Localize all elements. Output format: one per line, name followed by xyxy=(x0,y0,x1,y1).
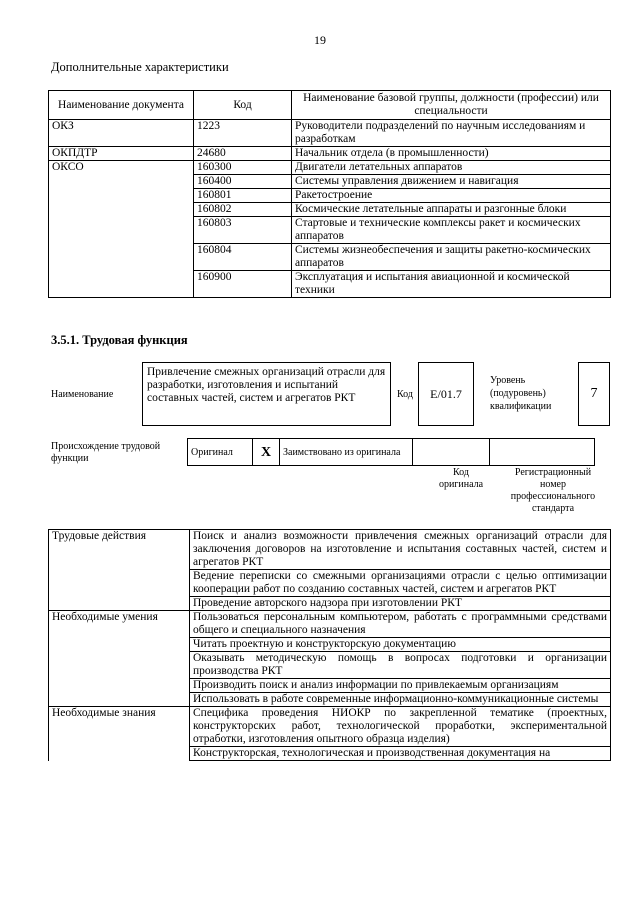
row-doc: ОКЗ xyxy=(49,120,194,147)
header-name: Наименование базовой группы, должности (профессии) или специальности xyxy=(292,91,611,120)
row-code: 160803 xyxy=(194,217,292,244)
original-mark: X xyxy=(253,439,280,466)
row-code: 160400 xyxy=(194,175,292,189)
page-number: 19 xyxy=(314,33,326,47)
row-code: 24680 xyxy=(194,147,292,161)
function-code-box: E/01.7 xyxy=(418,362,474,426)
category-cell-cont xyxy=(49,570,190,597)
item-cell: Использовать в работе современные информационно-коммуникационные системы xyxy=(190,693,611,707)
name-label: Наименование xyxy=(51,389,114,400)
row-name: Эксплуатация и испытания авиационной и космической техники xyxy=(292,271,611,298)
item-cell: Поиск и анализ возможности привлечения смежных организаций отрасли для заключения договоров на изготовление и испытания составных частей, систем и агрегатов РКТ xyxy=(190,530,611,570)
table-row xyxy=(49,747,611,761)
table-row xyxy=(49,693,611,707)
header-doc: Наименование документа xyxy=(49,91,194,120)
row-name: Космические летательные аппараты и разгонные блоки xyxy=(292,203,611,217)
table-row xyxy=(49,638,611,652)
row-name: Руководители подразделений по научным исследованиям и разработкам xyxy=(292,120,611,147)
category-cell: Трудовые действия xyxy=(49,530,190,570)
category-cell-cont xyxy=(49,652,190,679)
item-cell: Конструкторская, технологическая и производственная документация на xyxy=(190,747,611,761)
row-name: Начальник отдела (в промышленности) xyxy=(292,147,611,161)
table-row xyxy=(49,707,611,747)
category-cell-cont xyxy=(49,638,190,652)
function-heading: 3.5.1. Трудовая функция xyxy=(51,333,188,347)
item-cell: Специфика проведения НИОКР по закрепленной тематике (проектных, конструкторских работ, технологической проработки, экспериментальной отработки, изготовления опытного образца изделия) xyxy=(190,707,611,747)
item-cell: Оказывать методическую помощь в вопросах подготовки и организации производства РКТ xyxy=(190,652,611,679)
row-name: Системы управления движением и навигация xyxy=(292,175,611,189)
category-cell-cont xyxy=(49,679,190,693)
item-cell: Производить поиск и анализ информации по привлекаемым организациям xyxy=(190,679,611,693)
table-row xyxy=(49,530,611,570)
section-title: Дополнительные характеристики xyxy=(51,60,229,74)
category-cell: Необходимые знания xyxy=(49,707,190,747)
row-doc: ОКСО xyxy=(49,161,194,175)
level-box: 7 xyxy=(578,362,610,426)
row-code: 160804 xyxy=(194,244,292,271)
item-cell: Пользоваться персональным компьютером, работать с программными средствами общего и специального назначения xyxy=(190,611,611,638)
item-cell: Читать проектную и конструкторскую документацию xyxy=(190,638,611,652)
table-row xyxy=(49,679,611,693)
row-name: Ракетостроение xyxy=(292,189,611,203)
row-name: Двигатели летательных аппаратов xyxy=(292,161,611,175)
code-label: Код xyxy=(397,389,413,400)
row-name: Стартовые и технические комплексы ракет и космических аппаратов xyxy=(292,217,611,244)
level-label: Уровень (подуровень) квалификации xyxy=(490,375,552,412)
row-code: 160801 xyxy=(194,189,292,203)
registration-caption: Регистрационный номер профессионального стандарта xyxy=(510,467,596,514)
borrowed-cell: Заимствовано из оригинала xyxy=(280,439,413,466)
row-code: 160900 xyxy=(194,271,292,298)
activities-table xyxy=(48,529,611,761)
row-code: 160300 xyxy=(194,161,292,175)
row-code: 160802 xyxy=(194,203,292,217)
table-row xyxy=(49,652,611,679)
category-cell-cont xyxy=(49,597,190,611)
origin-label: Происхождение трудовой функции xyxy=(51,441,161,464)
code-caption: Код оригинала xyxy=(438,467,484,490)
original-cell: Оригинал xyxy=(188,439,253,466)
table-row xyxy=(49,611,611,638)
category-cell-cont xyxy=(49,747,190,761)
item-cell: Проведение авторского надзора при изготовлении РКТ xyxy=(190,597,611,611)
item-cell: Ведение переписки со смежными организациями отрасли с целью оптимизации кооперации работ по созданию составных частей, систем и агрегатов РКТ xyxy=(190,570,611,597)
row-doc: ОКПДТР xyxy=(49,147,194,161)
table-row xyxy=(49,570,611,597)
row-name: Системы жизнеобеспечения и защиты ракетно-космических аппаратов xyxy=(292,244,611,271)
header-code: Код xyxy=(194,91,292,120)
function-name-box: Привлечение смежных организаций отрасли для разработки, изготовления и испытаний составных частей, систем и агрегатов РКТ xyxy=(142,362,391,426)
category-cell: Необходимые умения xyxy=(49,611,190,638)
table-row xyxy=(49,597,611,611)
row-code: 1223 xyxy=(194,120,292,147)
category-cell-cont xyxy=(49,693,190,707)
